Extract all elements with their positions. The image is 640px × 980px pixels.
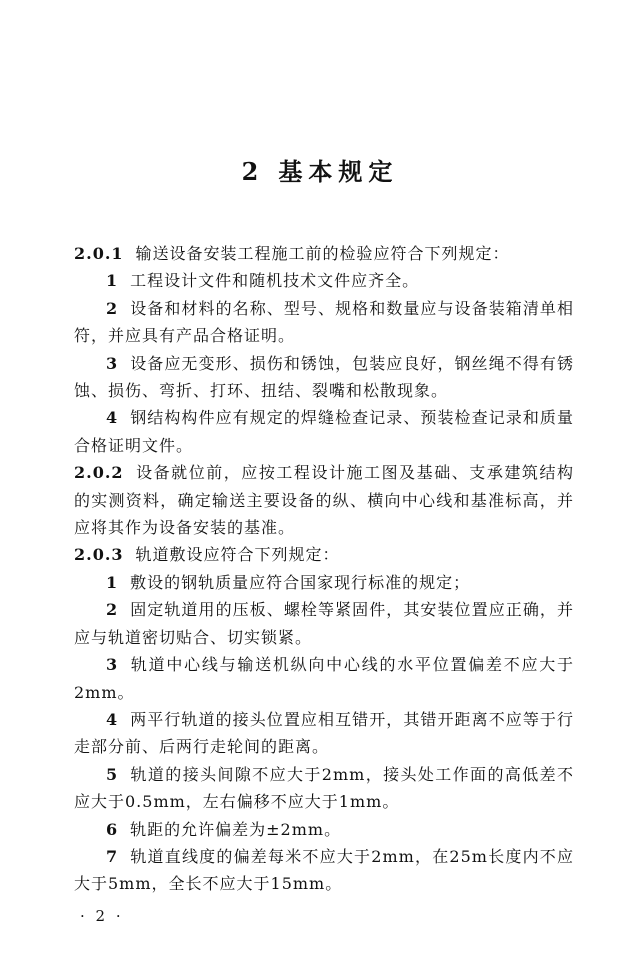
item-text: 钢结构构件应有规定的焊缝检查记录、预装检查记录和质量合格证明文件。 (74, 408, 574, 455)
item-text: 工程设计文件和随机技术文件应齐全。 (130, 271, 420, 291)
item-text: 敷设的钢轨质量应符合国家现行标准的规定； (130, 572, 471, 592)
list-item (74, 816, 574, 843)
list-item (74, 843, 574, 898)
clause-2-0-3 (74, 541, 574, 568)
item-text: 轨道的接头间隙不应大于2mm，接头处工作面的高低差不应大于0.5mm，左右偏移不应大于1mm。 (74, 764, 574, 812)
item-text: 轨道直线度的偏差每米不应大于2mm，在25m长度内不应大于5mm，全长不应大于15mm。 (74, 846, 574, 894)
list-item (74, 651, 574, 706)
clause-text: 轨道敷设应符合下列规定： (135, 545, 340, 565)
list-item (74, 569, 574, 596)
item-number: 3 (106, 353, 119, 373)
body-text (74, 240, 574, 898)
list-item (74, 350, 574, 405)
item-number: 6 (106, 819, 119, 839)
list-item (74, 761, 574, 816)
page-title (0, 152, 640, 187)
clause-text: 输送设备安装工程施工前的检验应符合下列规定： (135, 244, 510, 263)
item-number: 4 (106, 408, 119, 428)
item-number: 4 (106, 709, 119, 729)
item-number: 1 (106, 572, 119, 592)
chapter-title: 基本规定 (278, 157, 399, 186)
list-item (74, 267, 574, 294)
item-number: 3 (106, 655, 119, 675)
item-number: 2 (106, 600, 119, 620)
item-text: 轨道中心线与输送机纵向中心线的水平位置偏差不应大于2mm。 (74, 655, 574, 702)
item-number: 1 (106, 271, 119, 291)
item-number: 7 (106, 846, 119, 866)
item-number: 5 (106, 764, 119, 784)
item-text: 设备应无变形、损伤和锈蚀，包装应良好，钢丝绳不得有锈蚀、损伤、弯折、打环、扭结、裂嘴和松散现象。 (74, 353, 574, 401)
item-text: 设备和材料的名称、型号、规格和数量应与设备装箱清单相符，并应具有产品合格证明。 (74, 298, 574, 346)
list-item (74, 596, 574, 651)
list-item (74, 295, 574, 350)
clause-number: 2.0.2 (74, 463, 124, 483)
chapter-number: 2 (241, 157, 265, 186)
item-text: 轨距的允许偏差为±2mm。 (130, 819, 342, 839)
clause-text: 设备就位前，应按工程设计施工图及基础、支承建筑结构的实测资料，确定输送主要设备的纵、横向中心线和基准标高，并应将其作为设备安装的基准。 (74, 463, 574, 538)
item-text: 两平行轨道的接头位置应相互错开，其错开距离不应等于行走部分前、后两行走轮间的距离。 (74, 709, 574, 757)
clause-number: 2.0.1 (74, 244, 124, 263)
clause-number: 2.0.3 (74, 545, 124, 565)
list-item (74, 404, 574, 459)
item-number: 2 (106, 298, 119, 318)
clause-2-0-1 (74, 240, 574, 267)
item-text: 固定轨道用的压板、螺栓等紧固件，其安装位置应正确，并应与轨道密切贴合、切实锁紧。 (74, 600, 574, 647)
page-number: · 2 · (80, 907, 124, 925)
clause-2-0-2 (74, 459, 574, 541)
list-item (74, 706, 574, 761)
